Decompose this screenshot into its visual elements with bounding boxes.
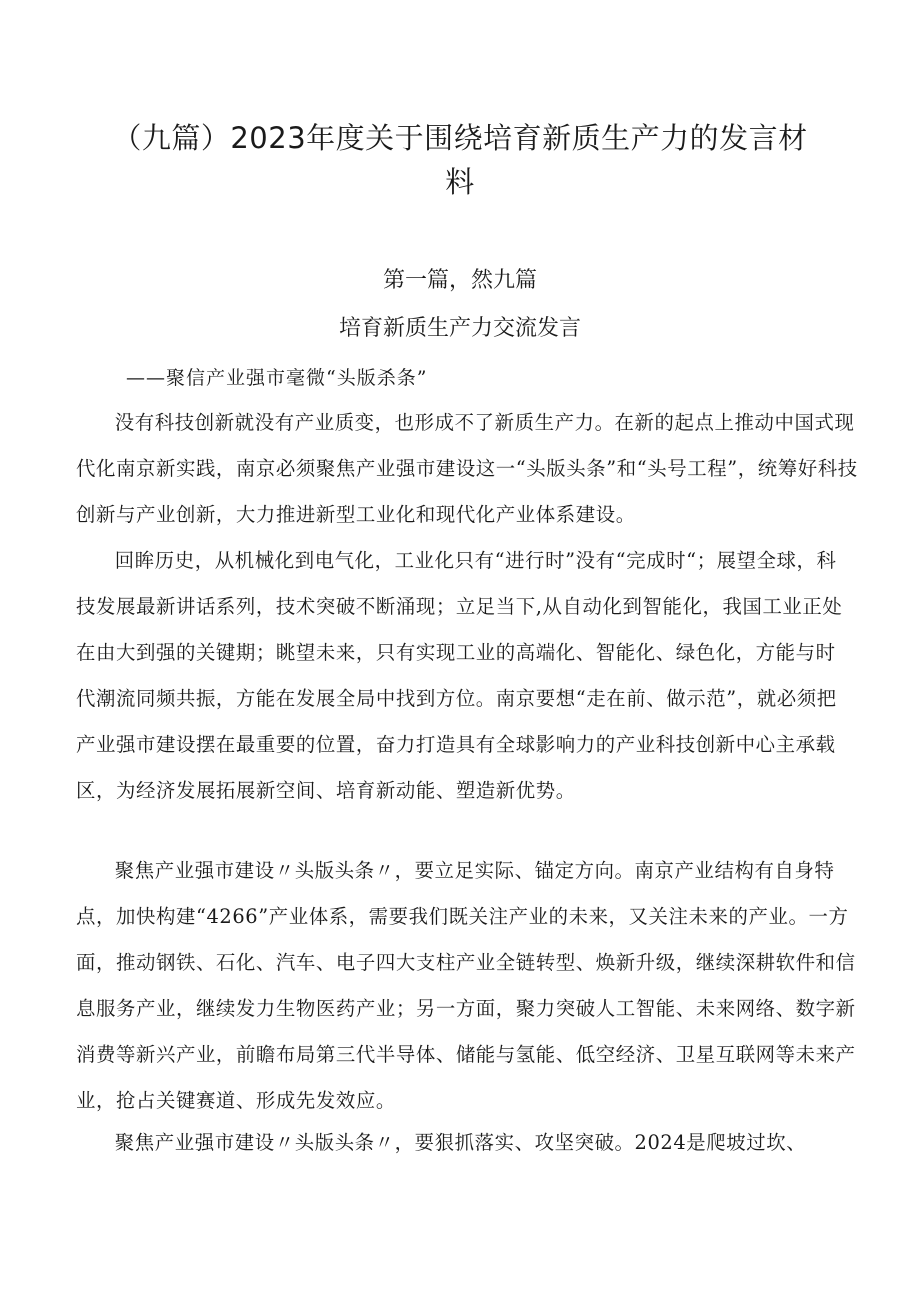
document-title: （九篇）2023年度关于围绕培育新质生产力的发言材料: [112, 121, 808, 199]
body-paragraph: 没有科技创新就没有产业质变，也形成不了新质生产力。在新的起点上推动中国式现代化南京新实践，南京必须聚焦产业强市建设这一“头版头条”和“头号工程”，统筹好科技创新与产业创新，大力推进新型工业化和现代化产业体系建设。: [76, 411, 858, 526]
body-paragraph: 聚焦产业强市建设〃头版头条〃，要立足实际、锚定方向。南京产业结构有自身特点，加快构建“4266”产业体系，需要我们既关注产业的未来，又关注未来的产业。一方面，推动钢铁、石化、汽车、电子四大支柱产业全链转型、焕新升级，继续深耕软件和信息服务产业，继续发力生物医药产业；另一方面，聚力突破人工智能、未来网络、数字新消费等新兴产业，前瞻布局第三代半导体、储能与氢能、低空经济、卫星互联网等未来产业，抢占关键赛道、形成先发效应。: [76, 859, 856, 1112]
section-heading: 培育新质生产力交流发言: [338, 316, 581, 341]
body-paragraph: 聚焦产业强市建设〃头版头条〃，要狠抓落实、攻坚突破。2024是爬坡过坎、: [114, 1131, 807, 1154]
body-paragraph: 回眸历史，从机械化到电气化，工业化只有“进行时”没有“完成时“；展望全球，科技发展最新讲话系列，技术突破不断涌现；立足当下,从自动化到智能化，我国工业正处在由大到强的关键期；眺望未来，只有实现工业的高端化、智能化、绿色化，方能与时代潮流同频共振，方能在发展全局中找到方位。南京要想“走在前、做示范”，就必须把产业强市建设摆在最重要的位置，奋力打造具有全球影响力的产业科技创新中心主承载区，为经济发展拓展新空间、培育新动能、塑造新优势。: [76, 549, 843, 802]
subtitle: ——聚信产业强市毫微“头版杀条”: [126, 367, 428, 389]
part-heading: 第一篇，然九篇: [382, 268, 537, 293]
